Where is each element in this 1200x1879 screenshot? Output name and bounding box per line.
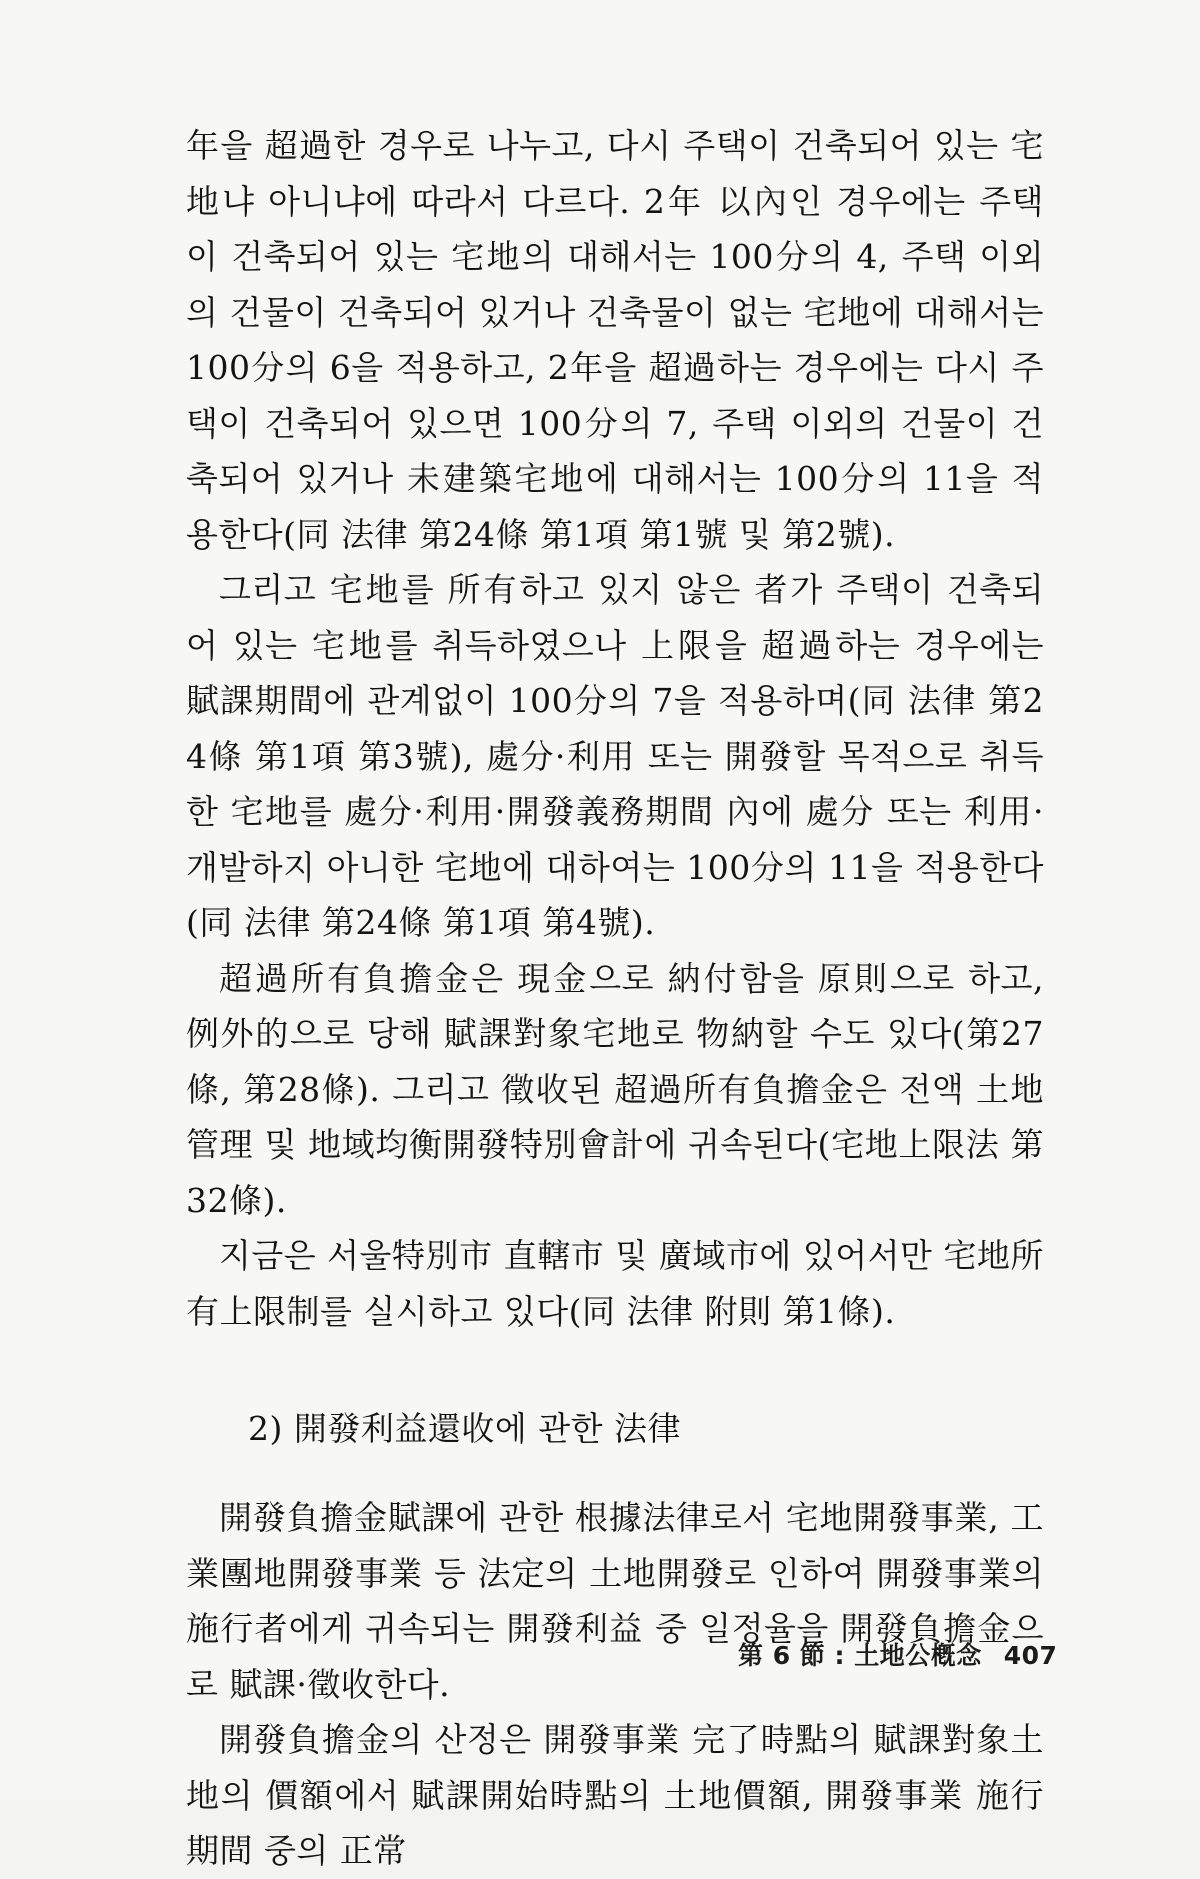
- page-number: 407: [1003, 1641, 1058, 1670]
- paragraph: 그리고 宅地를 所有하고 있지 않은 者가 주택이 건축되어 있는 宅地를 취득하였으나 上限을 超過하는 경우에는 賦課期間에 관계없이 100分의 7을 적용하며(同 法律 第24條 第1項 第3號), 處分·利用 또는 開發할 목적으로 취득한 宅地를 處分·利用·開發義務期間 內에 處分 또는 利用·개발하지 아니한 宅地에 대하여는 100分의 11을 적용한다(同 法律 第24條 第1項 第4號).: [186, 570, 1044, 942]
- paragraph: 지금은 서울特別市 直轄市 및 廣域市에 있어서만 宅地所有上限制를 실시하고 있다(同 法律 附則 第1條).: [186, 1236, 1044, 1331]
- section-heading: 2) 開發利益還收에 관한 法律: [248, 1409, 681, 1448]
- paragraph-continued: 年을 超過한 경우로 나누고, 다시 주택이 건축되어 있는 宅地냐 아니냐에 따라서 다르다. 2年 以內인 경우에는 주택이 건축되어 있는 宅地의 대해서는 100分의 4, 주택 이외의 건물이 건축되어 있거나 건축물이 없는 宅地에 대해서는 100分의 6을 적용하고, 2年을 超過하는 경우에는 다시 주택이 건축되어 있으면 100分의 7, 주택 이외의 건물이 건축되어 있거나 未建築宅地에 대해서는 100分의 11을 적용한다(同 法律 第24條 第1項 第1號 및 第2號).: [186, 126, 1044, 554]
- paragraph-continues: 開發負擔金의 산정은 開發事業 完了時點의 賦課對象土地의 價額에서 賦課開始時點의 土地價額, 開發事業 施行期間 중의 正常: [186, 1720, 1044, 1870]
- page-body: [186, 118, 1044, 1879]
- paragraph: 開發負擔金賦課에 관한 根據法律로서 宅地開發事業, 工業團地開發事業 등 法定의 土地開發로 인하여 開發事業의 施行者에게 귀속되는 開發利益 중 일정율을 開發負擔金으로 賦課·徵收한다.: [186, 1498, 1044, 1704]
- paragraph: 超過所有負擔金은 現金으로 納付함을 原則으로 하고, 例外的으로 당해 賦課對象宅地로 物納할 수도 있다(第27條, 第28條). 그리고 徵收된 超過所有負擔金은 전액 土地管理 및 地域均衡開發特別會計에 귀속된다(宅地上限法 第32條).: [186, 958, 1044, 1220]
- running-head: 第 6 節 : 土地公槪念: [738, 1641, 982, 1670]
- page-footer: [738, 1636, 1057, 1672]
